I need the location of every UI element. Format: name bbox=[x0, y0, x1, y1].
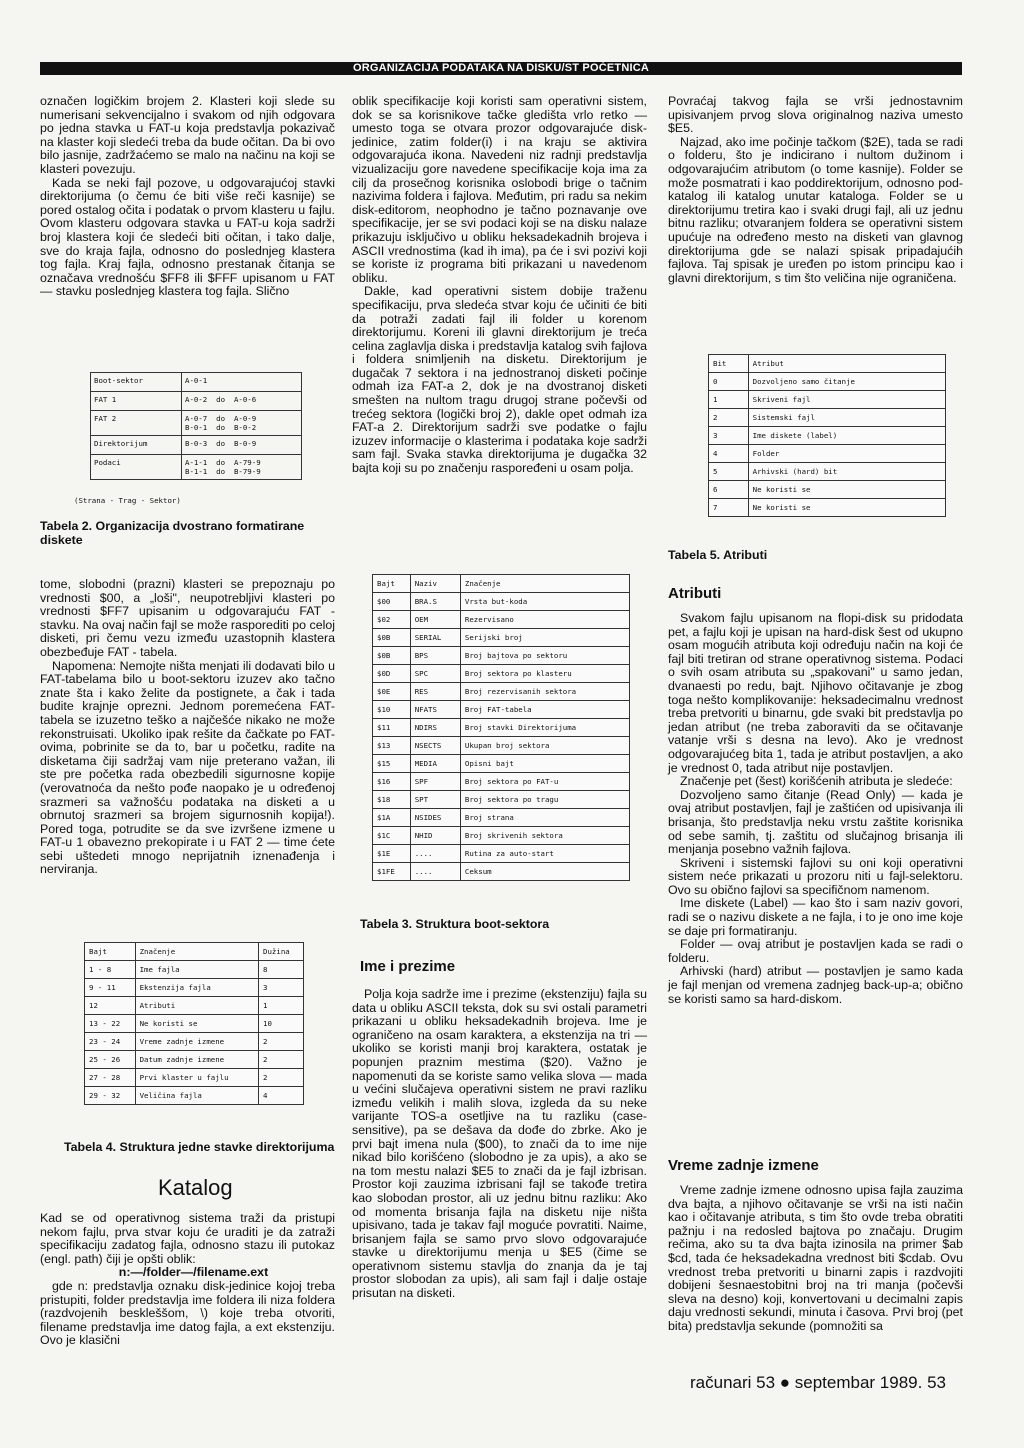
section-heading-katalog: Katalog bbox=[158, 1175, 233, 1200]
section-heading-vreme: Vreme zadnje izmene bbox=[668, 1157, 819, 1174]
table-row bbox=[85, 1087, 304, 1105]
table-cell: 7 bbox=[709, 499, 749, 517]
table-row bbox=[85, 1051, 304, 1069]
table-cell: $0D bbox=[373, 665, 411, 683]
paragraph: tome, slobodni (prazni) klasteri se prepoznaju po vrednosti $00, a „loši", neupotrebljivi klasteri po vrednosti $FF7 upisanim u odgovarajuću FAT - stavku. Na ovaj način fajl se može rasporediti po celoj disketi, pri čemu vezu između uzastopnih klastera obezbeđuje FAT - tabela. bbox=[40, 577, 335, 659]
table-row bbox=[91, 436, 301, 455]
paragraph: Vreme zadnje izmene odnosno upisa fajla zauzima dva bajta, a njihovo očitavanje se vrši na isti način kao i očitavanje atributa, s tim što ovde treba obratiti pažnju i na redosled bajtova po značaju. Drugim rečima, ako su ta dva bajta izinosila na primer $ab $cd, tada će heksadekadna vrednost biti $cdab. Ovu vrednost treba pretvoriti u binarni zapis i razdvojiti dobijeni šesnaestobitni broj na tri manja (počevši sleva na desno) koji, konvertovani u decimalni zapis daju vrednosti sekundi, minuta i časova. Prvi broj (pet bita) predstavlja sekunde (pomnožiti sa bbox=[668, 1183, 963, 1333]
table-cell: Direktorijum bbox=[91, 436, 182, 454]
paragraph: Kada se neki fajl pozove, u odgovarajućoj stavki direktorijuma (o čemu će biti više reči kasnije) se pored ostalog očita i podatak o prvom klasteru u fajlu. Ovom klasteru odgovara stavka u FAT-u koja sadrži broj klastera koji će sledeći biti očitan, i tako dalje, sve do kraja fajla, odnosno do poslednjeg klastera tog fajla. Kraj fajla, odnosno prestanak čitanja se označava vrednošću $FF8 ili $FFF upisanom u FAT — stavku poslednjeg klastera tog fajla. Slično bbox=[40, 175, 335, 299]
table-5-caption: Tabela 5. Atributi bbox=[668, 548, 768, 562]
paragraph: označen logičkim brojem 2. Klasteri koji slede su numerisani sekvencijalno i svakom od njih odgovara po jedna stavka u FAT-u koja predstavlja pokazivač na klaster koji sledeći treba da bude očitan. Da bi ovo bilo jasnije, zadržaćemo se malo na načinu na koji se klasteri povezuju. bbox=[40, 94, 335, 176]
table-cell: NSECTS bbox=[410, 737, 460, 755]
table-cell: Ne koristi se bbox=[748, 499, 945, 517]
table-row bbox=[373, 809, 630, 827]
table-cell: Dozvoljeno samo čitanje bbox=[748, 373, 945, 391]
table-row bbox=[373, 737, 630, 755]
table-cell: 1 bbox=[709, 391, 749, 409]
table-cell: SPF bbox=[410, 773, 460, 791]
section-heading-atributi: Atributi bbox=[668, 585, 722, 602]
table-row bbox=[91, 392, 301, 411]
table-row bbox=[373, 863, 630, 881]
paragraph: Polja koja sadrže ime i prezime (ekstenziju) fajla su data u obliku ASCII teksta, dok su svi ostali parametri prikazani u obliku heksadekadnih brojeva. Ime je ograničeno na osam karaktera, a ekstenzija na tri — ukoliko se koristi manji broj karaktera, ostatak je popunjen praznim mestima ($20). Važno je napomenuti da se koriste samo velika slova — mada u većini slučajeva operativni sistem ne pravi razliku između velikih i malih slova, izgleda da su neke varijante TOS-a osetljive na tu razliku (case-sensitive), pa se dešava da dođe do zbrke. Ako je prvi bajt imena nula ($00), to znači da to ime nije nikad bilo korišćeno (slobodno je za upis), a ako se na tom mestu nalazi $E5 to znači da je fajl izbrisan. Prostor koji zauzima izbrisani fajl se takođe tretira kao slobodan prostor, ali uz jednu bitnu razliku: Ako od momenta brisanja fajla na disketu nije ništa upisivano, tada je takav fajl moguće povratiti. Naime, brisanjem fajla se samo prvo slovo odgovarajuće stavke u direktorijumu menja u $E5 (čime se operativnom sistemu stavlja do znanja da je taj prostor slobodan za upis), ali sam fajl i dalje ostaje prisutan na disketi. bbox=[352, 987, 647, 1301]
table-cell: 4 bbox=[709, 445, 749, 463]
table-cell: Dužina bbox=[259, 943, 304, 961]
table-cell: $1A bbox=[373, 809, 411, 827]
table-cell: Opisni bajt bbox=[460, 755, 629, 773]
table-cell: NHID bbox=[410, 827, 460, 845]
table-row bbox=[91, 373, 301, 392]
table-cell: Vreme zadnje izmene bbox=[135, 1033, 258, 1051]
table-cell: .... bbox=[410, 845, 460, 863]
table-cell: 25 - 26 bbox=[85, 1051, 136, 1069]
table-cell: 3 bbox=[259, 979, 304, 997]
table-cell: Sistemski fajl bbox=[748, 409, 945, 427]
table-2 bbox=[90, 372, 302, 480]
table-cell: FAT 1 bbox=[91, 392, 182, 410]
table-cell: Ceksum bbox=[460, 863, 629, 881]
table-cell: Atributi bbox=[135, 997, 258, 1015]
table-cell: Broj sektora po tragu bbox=[460, 791, 629, 809]
table-cell: OEM bbox=[410, 611, 460, 629]
table-cell: Značenje bbox=[460, 575, 629, 593]
table-cell: $13 bbox=[373, 737, 411, 755]
paragraph: Folder — ovaj atribut je postavljen kada se radi o folderu. bbox=[668, 937, 963, 965]
paragraph: Povraćaj takvog fajla se vrši jednostavnim upisivanjem prvog slova originalnog naziva umesto $E5. bbox=[668, 94, 963, 136]
table-row bbox=[85, 1069, 304, 1087]
path-example: n:—/folder—/filename.ext bbox=[118, 1265, 269, 1280]
table-cell: NFATS bbox=[410, 701, 460, 719]
table-cell: Ne koristi se bbox=[135, 1015, 258, 1033]
table-header-row bbox=[373, 575, 630, 593]
paragraph: oblik specifikacije koji koristi sam operativni sistem, dok se sa korisnikove tačke gledišta vrlo retko — umesto toga se otvara prozor odgovarajuće disk-jedinice, zatim folder(i) i na kraju se aktivira odgovarajuća ikona. Navedeni niz radnji predstavlja vizualizaciju gore navedene specifikacije koja ima za cilj da prosečnog korisnika oslobodi brige o tačnim nazivima foldera i fajlova. Međutim, pri radu sa nekim disk-editorom, neophodno je tačno poznavanje ove specifikacije, jer se svi podaci koji se na disku nalaze prikazuju isključivo u obliku heksadekadnih brojeva i ASCII vrednostima (kad ih ima), pa će i svi pozivi koji se koriste iz programa biti prikazani u navedenom obliku. bbox=[352, 94, 647, 285]
table-cell: Datum zadnje izmene bbox=[135, 1051, 258, 1069]
table-cell: Prvi klaster u fajlu bbox=[135, 1069, 258, 1087]
table-cell: BRA.S bbox=[410, 593, 460, 611]
table-cell: 3 bbox=[709, 427, 749, 445]
column-1-top bbox=[40, 95, 335, 299]
table-row bbox=[373, 719, 630, 737]
table-row bbox=[373, 773, 630, 791]
table-row bbox=[373, 791, 630, 809]
table-cell: Ime diskete (label) bbox=[748, 427, 945, 445]
table-cell: $02 bbox=[373, 611, 411, 629]
table-row bbox=[709, 409, 946, 427]
table-cell: 12 bbox=[85, 997, 136, 1015]
table-cell: Broj sektora po klasteru bbox=[460, 665, 629, 683]
paragraph: Ime diskete (Label) — kao što i sam naziv govori, radi se o nazivu diskete a ne fajla, i to je ono ime koje se daje pri formatiranju. bbox=[668, 896, 963, 938]
table-cell: Bajt bbox=[373, 575, 411, 593]
table-row bbox=[373, 827, 630, 845]
table-cell: A-0-1 bbox=[185, 376, 208, 385]
table-row bbox=[373, 665, 630, 683]
table-cell: Broj strana bbox=[460, 809, 629, 827]
table-cell: Veličina fajla bbox=[135, 1087, 258, 1105]
table-row bbox=[373, 611, 630, 629]
table-cell: SPC bbox=[410, 665, 460, 683]
table-row bbox=[373, 593, 630, 611]
table-cell: FAT 2 bbox=[91, 411, 182, 435]
column-3-middle bbox=[668, 612, 963, 1006]
table-cell: A-1-1 do A-79-9 B-1-1 do B-79-9 bbox=[185, 458, 261, 476]
paragraph: Značenje pet (šest) korišćenih atributa je sledeće: bbox=[680, 774, 953, 789]
column-2-top bbox=[352, 95, 647, 476]
table-cell: Arhivski (hard) bit bbox=[748, 463, 945, 481]
table-cell: 27 - 28 bbox=[85, 1069, 136, 1087]
column-1-middle bbox=[40, 578, 335, 877]
table-5 bbox=[708, 354, 946, 517]
table-cell: $0E bbox=[373, 683, 411, 701]
table-row bbox=[373, 647, 630, 665]
table-cell: Broj sektora po FAT-u bbox=[460, 773, 629, 791]
paragraph: Dozvoljeno samo čitanje (Read Only) — kada je ovaj atribut postavljen, fajl je zaštićen od upisivanja ili brisanja, što predstavlja neku vrstu zaštite korisnika od sebe samih, tj. zaštitu od slučajnog brisanja ili menjanja posebno važnih fajlova. bbox=[668, 787, 963, 857]
table-3 bbox=[372, 574, 630, 881]
table-row bbox=[91, 455, 301, 479]
table-cell: 2 bbox=[259, 1051, 304, 1069]
table-cell: $16 bbox=[373, 773, 411, 791]
table-cell: RES bbox=[410, 683, 460, 701]
table-cell: $15 bbox=[373, 755, 411, 773]
table-cell: 13 - 22 bbox=[85, 1015, 136, 1033]
table-2-footnote: (Strana - Trag - Sektor) bbox=[74, 496, 181, 505]
table-cell: Ime fajla bbox=[135, 961, 258, 979]
table-cell: Ekstenzija fajla bbox=[135, 979, 258, 997]
table-cell: Broj rezervisanih sektora bbox=[460, 683, 629, 701]
table-row bbox=[709, 499, 946, 517]
table-row bbox=[85, 997, 304, 1015]
table-cell: NSIDES bbox=[410, 809, 460, 827]
table-row bbox=[85, 961, 304, 979]
column-3-bottom bbox=[668, 1184, 963, 1334]
table-row bbox=[709, 427, 946, 445]
paragraph: Svakom fajlu upisanom na flopi-disk su pridodata pet, a fajlu koji je upisan na hard-disk šest od ukupno osam mogućih atributa koji određuju način na koji će fajl biti tretiran od strane operativnog sistema. Podaci o svih osam atributa su „spakovani" u samo jedan, dvanaesti po redu, bajt. Njihovo očitavanje je zbog toga nešto komplikovanije: heksadecimalnu vrednost treba pretvoriti u binarnu, gde svaki bit predstavlja po jedan atribut (ne treba zaboraviti da se očitavanje vatanje vrši s desna na levo). Ako je vrednost odgovarajućeg bita 1, tada je atribut postavljen, a ako je vrednost 0, tada atribut nije postavljen. bbox=[668, 611, 963, 775]
paragraph: Kad se od operativnog sistema traži da pristupi nekom fajlu, prva stvar koju će uraditi je da zatraži specifikaciju zadatog fajla, odnosno stazu ili putokaz (engl. path) čiji je opšti oblik: bbox=[40, 1211, 335, 1266]
table-cell: SERIAL bbox=[410, 629, 460, 647]
table-row bbox=[85, 1015, 304, 1033]
table-row bbox=[91, 411, 301, 436]
table-cell: 10 bbox=[259, 1015, 304, 1033]
table-cell: Boot-sektor bbox=[91, 373, 182, 391]
table-cell: $1C bbox=[373, 827, 411, 845]
paragraph: Dakle, kad operativni sistem dobije traženu specifikaciju, prva sledeća stvar koju će učiniti će biti da potraži zadati fajl ili folder u korenom direktorijumu. Koreni ili glavni direktorijum je treća celina zaglavlja diska i predstavlja katalog svih fajlova i foldera snimljenih na disketu. Direktorijum je dugačak 7 sektora i na jednostranoj disketi počinje odmah iza FAT-a 2, dok je na dvostranoj disketi smešten na nultom tragu drugoj strane počevši od trećeg sektora (logički broj 2), dakle opet odmah iza FAT-a 2. Direktorijum sadrži sve podatke o fajlu izuzev informacije o klasterima i podataka koje sadrži sam fajl. Svaka stavka direktorijuma je dugačka 32 bajta koji su po značenju raspoređeni u osam polja. bbox=[352, 284, 647, 476]
table-cell: 6 bbox=[709, 481, 749, 499]
table-row bbox=[709, 373, 946, 391]
table-cell: $10 bbox=[373, 701, 411, 719]
table-cell: A-0-7 do A-0-9 B-0-1 do B-0-2 bbox=[185, 414, 257, 432]
paragraph: Arhivski (hard) atribut — postavljen je samo kada je fajl menjan od vremena zadnjeg back-up-a; obično se koristi samo sa hard-diskom. bbox=[668, 964, 963, 1006]
table-3-caption: Tabela 3. Struktura boot-sektora bbox=[360, 917, 550, 931]
table-cell: 0 bbox=[709, 373, 749, 391]
table-cell: Podaci bbox=[91, 455, 182, 479]
table-cell: Vrsta but-koda bbox=[460, 593, 629, 611]
table-2-caption: Tabela 2. Organizacija dvostrano formatirane diskete bbox=[40, 519, 305, 547]
table-cell: $18 bbox=[373, 791, 411, 809]
table-cell: MEDIA bbox=[410, 755, 460, 773]
table-cell: Bit bbox=[709, 355, 749, 373]
table-header-row bbox=[709, 355, 946, 373]
table-cell: Rutina za auto-start bbox=[460, 845, 629, 863]
table-cell: 4 bbox=[259, 1087, 304, 1105]
table-cell: .... bbox=[410, 863, 460, 881]
table-row bbox=[85, 1033, 304, 1051]
table-cell: 8 bbox=[259, 961, 304, 979]
page-header: ORGANIZACIJA PODATAKA NA DISKU/ST POČETNICA bbox=[40, 62, 962, 75]
table-cell: SPT bbox=[410, 791, 460, 809]
paragraph: Najzad, ako ime počinje tačkom ($2E), tada se radi o folderu, što je indicirano i nultom dužinom i odgovarajućim atributom (o tome kasnije). Folder se može posmatrati i kao poddirektorijum, odnosno pod-katalog ili katalog unutar kataloga. Folder se u direktorijumu tretira kao i svaki drugi fajl, ali uz jednu bitnu razliku; otvaranjem foldera se operativni sistem upućuje na određeno mesto na disketi van glavnog direktorijuma gde se nalazi spisak pripadajućih fajlova. Taj spisak je uređen po istom principu kao i glavni direktorijum, s tim što veličina nije ograničena. bbox=[668, 134, 963, 285]
table-cell: Broj stavki Direktorijuma bbox=[460, 719, 629, 737]
table-row bbox=[709, 391, 946, 409]
table-cell: 1 - 8 bbox=[85, 961, 136, 979]
table-cell: Ne koristi se bbox=[748, 481, 945, 499]
table-row bbox=[373, 701, 630, 719]
page-footer: računari 53 ● septembar 1989. 53 bbox=[690, 1373, 946, 1392]
section-heading-ime: Ime i prezime bbox=[360, 958, 456, 975]
column-1-bottom bbox=[40, 1212, 335, 1348]
table-cell: Broj FAT-tabela bbox=[460, 701, 629, 719]
table-cell: Značenje bbox=[135, 943, 258, 961]
table-row bbox=[709, 463, 946, 481]
table-cell: 5 bbox=[709, 463, 749, 481]
table-row bbox=[373, 755, 630, 773]
table-cell: Atribut bbox=[748, 355, 945, 373]
table-row bbox=[85, 979, 304, 997]
table-cell: Broj skrivenih sektora bbox=[460, 827, 629, 845]
table-cell: Skriveni fajl bbox=[748, 391, 945, 409]
table-cell: $0B bbox=[373, 629, 411, 647]
table-row bbox=[373, 683, 630, 701]
paragraph: gde n: predstavlja oznaku disk-jedinice kojoj treba pristupiti, folder predstavlja ime foldera ili niza foldera (razdvojenih beskleššom, \) koje treba otvoriti, filename predstavlja ime datog fajla, a ext ekstenziju. Ovo je klasični bbox=[40, 1278, 335, 1348]
table-cell: NDIRS bbox=[410, 719, 460, 737]
table-row bbox=[709, 445, 946, 463]
table-cell: 29 - 32 bbox=[85, 1087, 136, 1105]
table-cell: 2 bbox=[709, 409, 749, 427]
table-row bbox=[709, 481, 946, 499]
table-row bbox=[373, 629, 630, 647]
table-cell: Ukupan broj sektora bbox=[460, 737, 629, 755]
table-cell: 9 - 11 bbox=[85, 979, 136, 997]
table-cell: Bajt bbox=[85, 943, 136, 961]
table-cell: 2 bbox=[259, 1069, 304, 1087]
table-cell: 2 bbox=[259, 1033, 304, 1051]
table-cell: A-0-2 do A-0-6 bbox=[185, 395, 257, 404]
table-cell: Folder bbox=[748, 445, 945, 463]
table-cell: $00 bbox=[373, 593, 411, 611]
column-2-bottom bbox=[352, 988, 647, 1301]
table-cell: $1E bbox=[373, 845, 411, 863]
table-cell: Naziv bbox=[410, 575, 460, 593]
table-cell: BPS bbox=[410, 647, 460, 665]
table-cell: $0B bbox=[373, 647, 411, 665]
table-cell: 23 - 24 bbox=[85, 1033, 136, 1051]
table-row bbox=[373, 845, 630, 863]
table-header-row bbox=[85, 943, 304, 961]
table-cell: $11 bbox=[373, 719, 411, 737]
table-cell: Broj bajtova po sektoru bbox=[460, 647, 629, 665]
paragraph: Napomena: Nemojte ništa menjati ili dodavati bilo u FAT-tabelama bilo u boot-sektoru izuzev ako tačno znate šta i kako želite da postignete, a čak i tada budite krajnje oprezni. Jednom poremećena FAT-tabela se izuzetno teško a najčešće nikako ne može rekonstruisati. Ukoliko ipak rešite da čačkate po FAT-ovima, pobrinite se da to, bar u početku, radite na disketama čiji sadržaj vam nije preterano važan, ili ste pre početka rada obezbedili sigurnosne kopije (verovatnoća da nešto pođe naopako je u određenoj srazmeri sa važnošću podataka na disketi a u obrnutoj srazmeri sa brojem sigurnosnih kopija!). Pored toga, potrudite se da sve izvršene izmene u FAT-u 1 obavezno prekopirate i u FAT 2 — time ćete sebi uštedeti mnogo neprijatnih iznenađenja i nerviranja. bbox=[40, 658, 335, 877]
table-cell: $1FE bbox=[373, 863, 411, 881]
table-4 bbox=[84, 942, 304, 1105]
table-cell: Serijski broj bbox=[460, 629, 629, 647]
column-3-top bbox=[668, 95, 963, 285]
table-cell: 1 bbox=[259, 997, 304, 1015]
table-cell: B-0-3 do B-0-9 bbox=[185, 439, 257, 448]
paragraph: Skriveni i sistemski fajlovi su oni koji operativni sistem neće prikazati u prozoru niti u fajl-selektoru. Ovo su obično fajlovi sa specifičnom namenom. bbox=[668, 855, 963, 897]
table-cell: Rezervisano bbox=[460, 611, 629, 629]
table-4-caption: Tabela 4. Struktura jedne stavke direktorijuma bbox=[64, 1140, 335, 1154]
